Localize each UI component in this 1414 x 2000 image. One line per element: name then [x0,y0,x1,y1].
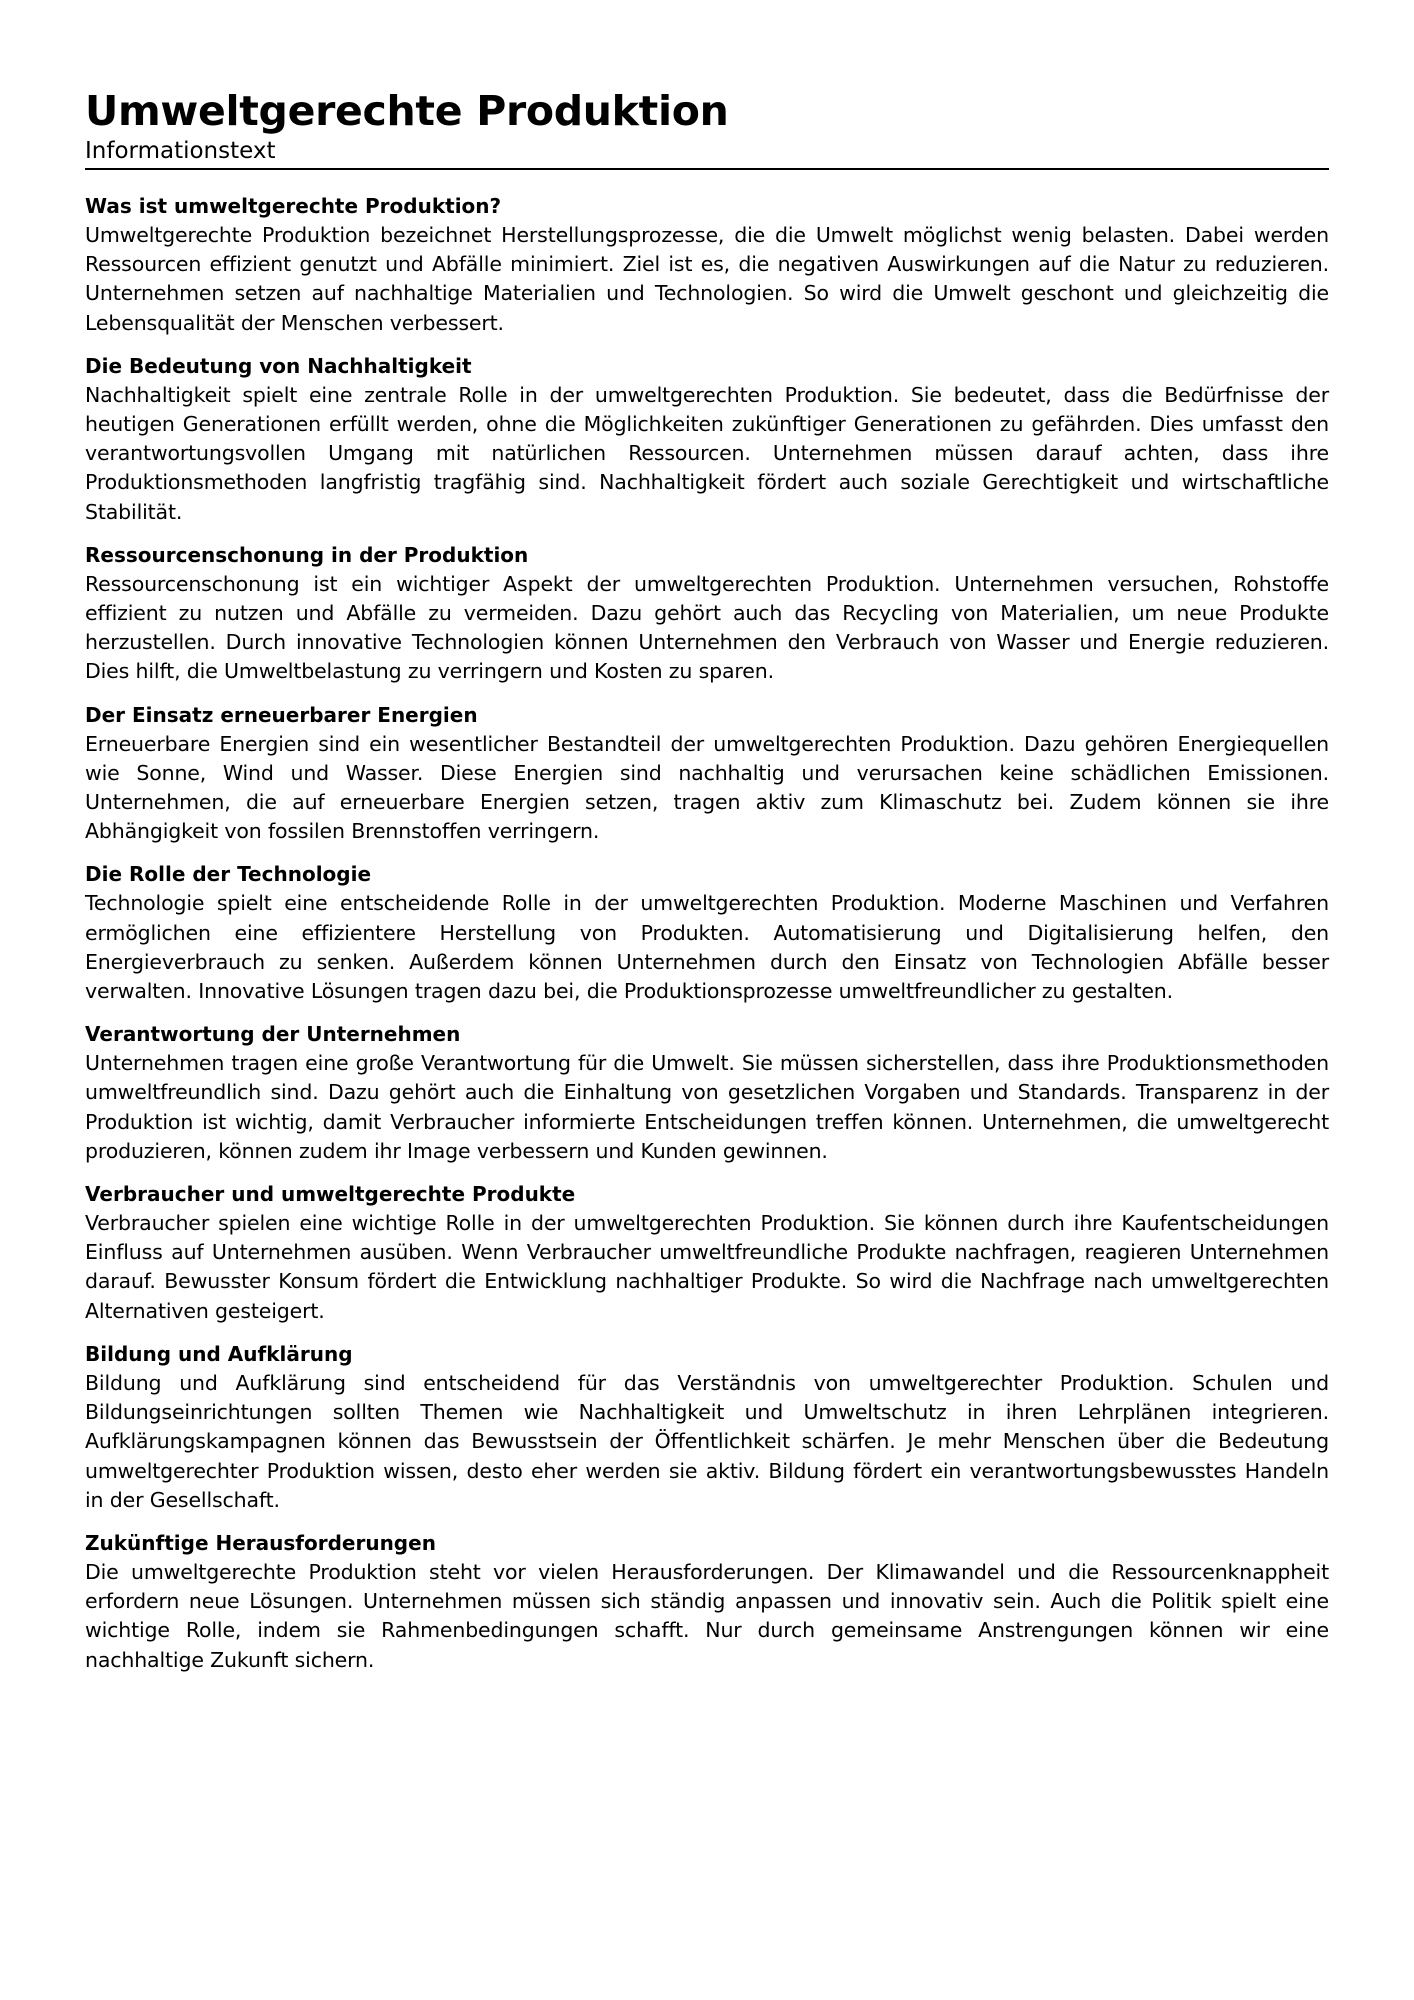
section-text: Umweltgerechte Produktion bezeichnet Herstellungsprozesse, die die Umwelt möglichst wenig belasten. Dabei werden Ressourcen effizient genutzt und Abfälle minimiert. Ziel ist es, die negativen Auswirkungen auf die Natur zu reduzieren. Unternehmen setzen auf nachhaltige Materialien und Technologien. So wird die Umwelt geschont und gleichzeitig die Lebensqualität der Menschen verbessert. [85,223,1329,335]
section-text: Die umweltgerechte Produktion steht vor vielen Herausforderungen. Der Klimawandel und die Ressourcenknappheit erfordern neue Lösungen. Unternehmen müssen sich ständig anpassen und innovativ sein. Auch die Politik spielt eine wichtige Rolle, indem sie Rahmenbedingungen schafft. Nur durch gemeinsame Anstrengungen können wir eine nachhaltige Zukunft sichern. [85,1559,1329,1672]
section-heading: Zukünftige Herausforderungen [85,1530,436,1555]
section-education [85,1340,1329,1515]
section-text: Technologie spielt eine entscheidende Rolle in der umweltgerechten Produktion. Moderne Maschinen und Verfahren ermöglichen eine effizientere Herstellung von Produkten. Automatisierung und Digitalisierung helfen, den Energieverbrauch zu senken. Außerdem können Unternehmen durch den Einsatz von Technologien Abfälle besser verwalten. Innovative Lösungen tragen dazu bei, die Produktionsprozesse umweltfreundlicher zu gestalten. [85,891,1329,1004]
section-heading: Bildung und Aufklärung [85,1341,353,1366]
sections-container [85,192,1329,1675]
section-heading: Die Bedeutung von Nachhaltigkeit [85,353,472,378]
section-corporate-responsibility [85,1020,1329,1166]
section-future-challenges [85,1529,1329,1675]
document-title: Umweltgerechte Produktion [85,87,729,135]
section-resource-conservation [85,541,1329,687]
section-text: Bildung und Aufklärung sind entscheidend für das Verständnis von umweltgerechter Produktion. Schulen und Bildungseinrichtungen sollten Themen wie Nachhaltigkeit und Umweltschutz in ihren Lehrplänen integrieren. Aufklärungskampagnen können das Bewusstsein der Öffentlichkeit schärfen. Je mehr Menschen über die Bedeutung umweltgerechter Produktion wissen, desto eher werden sie aktiv. Bildung fördert ein verantwortungsbewusstes Handeln in der Gesellschaft. [85,1370,1329,1512]
section-technology [85,860,1329,1006]
section-text: Verbraucher spielen eine wichtige Rolle in der umweltgerechten Produktion. Sie können durch ihre Kaufentscheidungen Einfluss auf Unternehmen ausüben. Wenn Verbraucher umweltfreundliche Produkte nachfragen, reagieren Unternehmen darauf. Bewusster Konsum fördert die Entwicklung nachhaltiger Produkte. So wird die Nachfrage nach umweltgerechten Alternativen gesteigert. [85,1211,1329,1323]
section-consumers [85,1180,1329,1326]
section-text: Unternehmen tragen eine große Verantwortung für die Umwelt. Sie müssen sicherstellen, dass ihre Produktionsmethoden umweltfreundlich sind. Dazu gehört auch die Einhaltung von gesetzlichen Vorgaben und Standards. Transparenz in der Produktion ist wichtig, damit Verbraucher informierte Entscheidungen treffen können. Unternehmen, die umweltgerecht produzieren, können zudem ihr Image verbessern und Kunden gewinnen. [85,1051,1329,1163]
section-heading: Die Rolle der Technologie [85,862,372,887]
section-heading: Verantwortung der Unternehmen [85,1022,461,1047]
document-page [85,85,1329,1689]
section-sustainability [85,352,1329,527]
section-heading: Ressourcenschonung in der Produktion [85,542,529,567]
section-text: Ressourcenschonung ist ein wichtiger Aspekt der umweltgerechten Produktion. Unternehmen versuchen, Rohstoffe effizient zu nutzen und Abfälle zu vermeiden. Dazu gehört auch das Recycling von Materialien, um neue Produkte herzustellen. Durch innovative Technologien können Unternehmen den Verbrauch von Wasser und Energie reduzieren. Dies hilft, die Umweltbelastung zu verringern und Kosten zu sparen. [85,571,1329,684]
section-heading: Verbraucher und umweltgerechte Produkte [85,1182,576,1207]
section-text: Nachhaltigkeit spielt eine zentrale Rolle in der umweltgerechten Produktion. Sie bedeutet, dass die Bedürfnisse der heutigen Generationen erfüllt werden, ohne die Möglichkeiten zukünftiger Generationen zu gefährden. Dies umfasst den verantwortungsvollen Umgang mit natürlichen Ressourcen. Unternehmen müssen darauf achten, dass ihre Produktionsmethoden langfristig tragfähig sind. Nachhaltigkeit fördert auch soziale Gerechtigkeit und wirtschaftliche Stabilität. [85,382,1329,524]
section-what-is [85,192,1329,338]
section-heading: Was ist umweltgerechte Produktion? [85,194,502,218]
section-heading: Der Einsatz erneuerbarer Energien [85,702,478,727]
section-renewable-energy [85,701,1329,847]
document-subtitle: Informationstext [85,137,1329,170]
section-text: Erneuerbare Energien sind ein wesentlicher Bestandteil der umweltgerechten Produktion. Dazu gehören Energiequellen wie Sonne, Wind und Wasser. Diese Energien sind nachhaltig und verursachen keine schädlichen Emissionen. Unternehmen, die auf erneuerbare Energien setzen, tragen aktiv zum Klimaschutz bei. Zudem können sie ihre Abhängigkeit von fossilen Brennstoffen verringern. [85,731,1329,844]
